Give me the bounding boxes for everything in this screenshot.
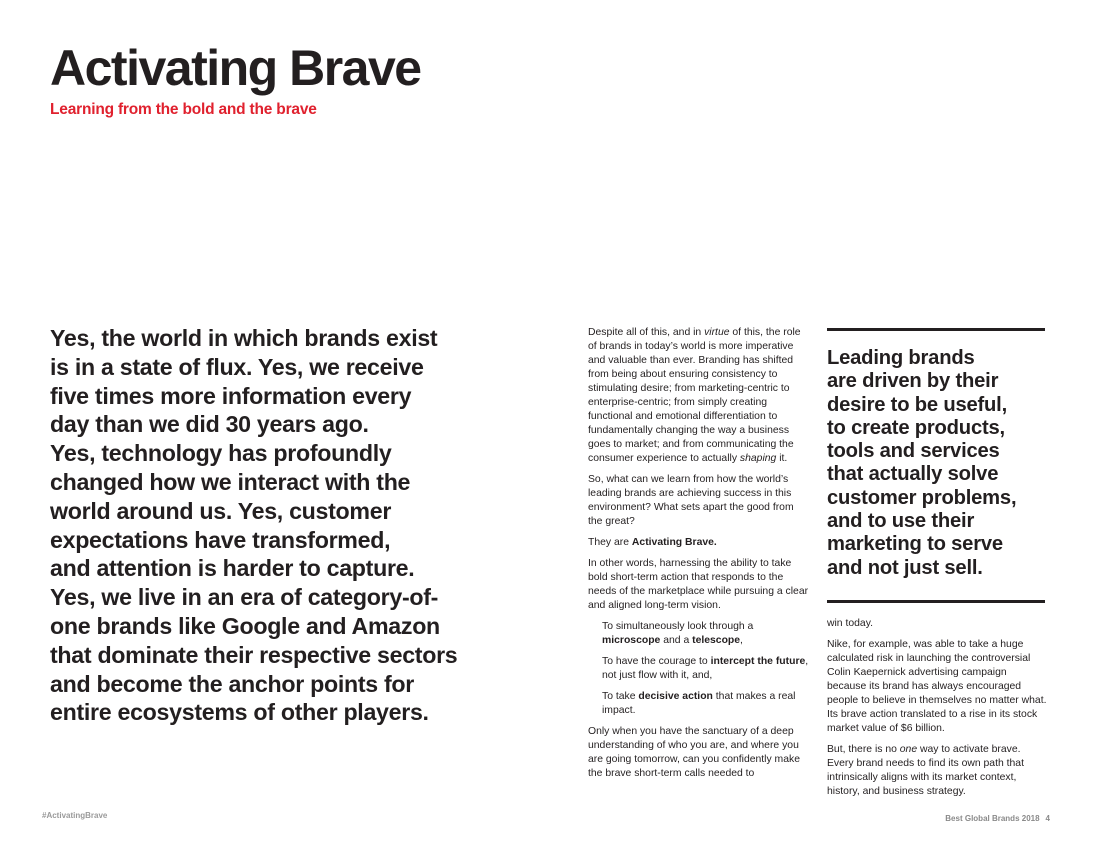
body-paragraph: [588, 326, 810, 466]
pull-quote-line: and not just sell.: [827, 556, 983, 579]
body-paragraph: Nike, for example, was able to take a huge calculated risk in launching the controversial Colin Kaepernick advertising campaign because its brand has always encouraged people to believe in themselves no matter what. Its brave action translated to a rise in its stock market value of $6 billion.: [827, 639, 1047, 734]
pull-quote-line: marketing to serve: [827, 533, 1003, 556]
pull-quote-line: that actually solve: [827, 463, 999, 486]
body-paragraph: So, what can we learn from how the world’s leading brands are achieving success in this environment? What sets apart the good from the great?: [588, 474, 794, 527]
text-run: it.: [776, 453, 788, 464]
lead-line: entire ecosystems of other players.: [50, 699, 429, 726]
pull-quote: [827, 328, 1045, 603]
indented-point: [588, 690, 810, 718]
lead-line: changed how we interact with the: [50, 468, 411, 495]
text-run: They are: [588, 537, 632, 548]
lead-line: Yes, the world in which brands exist: [50, 325, 438, 351]
bold-text: intercept the future: [710, 656, 806, 667]
body-paragraph: win today.: [827, 618, 874, 629]
pull-quote-line: Leading brands: [827, 347, 975, 369]
bold-text: decisive action: [638, 691, 713, 702]
pull-quote-line: customer problems,: [827, 486, 1017, 509]
body-paragraph: [588, 536, 810, 550]
lead-line: one brands like Google and Amazon: [50, 612, 440, 639]
pull-quote-line: are driven by their: [827, 370, 999, 393]
lead-statement: [50, 324, 520, 727]
indented-point: [588, 620, 810, 648]
pull-quote-line: tools and services: [827, 440, 1000, 463]
page-number: 4: [1045, 814, 1050, 823]
pull-quote-line: to create products,: [827, 416, 1005, 439]
text-run: ,: [740, 635, 743, 646]
emphasis-text: shaping: [739, 453, 777, 464]
text-run: and a: [660, 635, 693, 646]
bold-text: microscope: [602, 635, 661, 646]
body-column-right: [827, 617, 1047, 806]
text-run: But, there is no: [827, 744, 900, 755]
indented-point: [588, 655, 810, 683]
lead-line: Yes, technology has profoundly: [50, 440, 392, 467]
body-paragraph: [827, 743, 1047, 799]
lead-line: that dominate their respective sectors: [50, 641, 458, 668]
bold-text: Activating Brave.: [631, 537, 717, 548]
lead-line: expectations have transformed,: [50, 526, 391, 553]
body-paragraph: In other words, harnessing the ability to take bold short-term action that responds to the needs of the marketplace while pursuing a clear and aligned long-term vision.: [588, 558, 809, 611]
lead-line: is in a state of flux. Yes, we receive: [50, 353, 424, 380]
lead-line: and attention is harder to capture.: [50, 555, 415, 582]
text-run: that makes a real impact.: [602, 691, 796, 716]
text-run: way to activate brave. Every brand needs to find its own path that intrinsically aligns with its market context, history, and business strategy.: [827, 744, 1024, 797]
pull-quote-line: and to use their: [827, 510, 975, 533]
text-run: To take: [602, 691, 639, 702]
emphasis-text: one: [899, 744, 918, 755]
lead-line: five times more information every: [50, 382, 412, 409]
text-run: Despite all of this, and in: [588, 327, 705, 338]
lead-line: Yes, we live in an era of category-of-: [50, 584, 439, 611]
page-title: Activating Brave: [50, 40, 421, 96]
lead-line: day than we did 30 years ago.: [50, 411, 369, 438]
bold-text: telescope: [692, 635, 741, 646]
text-run: To simultaneously look through a: [602, 621, 754, 632]
page-subtitle: Learning from the bold and the brave: [50, 101, 317, 118]
emphasis-text: virtue: [704, 327, 730, 338]
footer-publication: [945, 814, 1050, 823]
body-paragraph: Only when you have the sanctuary of a deep understanding of who you are, and where you are going tomorrow, can you confidently make the brave short-term calls needed to: [588, 726, 800, 779]
pull-quote-line: desire to be useful,: [827, 393, 1007, 416]
lead-line: and become the anchor points for: [50, 670, 415, 697]
body-column-middle: [588, 326, 810, 788]
publication-name: Best Global Brands 2018: [945, 814, 1040, 823]
text-run: of this, the role of brands in today’s world is more imperative and valuable than ever. Branding has shifted from being about ensuring consistency to stimulating desire; from marketing-centric to enterprise-centric; from simply creating functional and emotional differentiation to fundamentally changing the way a business goes to market; and from communicating the consumer experience to actually: [588, 327, 801, 464]
lead-line: world around us. Yes, customer: [50, 497, 392, 524]
text-run: To have the courage to: [602, 656, 711, 667]
footer-hashtag: #ActivatingBrave: [42, 811, 108, 820]
text-run: , not just flow with it, and,: [602, 656, 809, 681]
